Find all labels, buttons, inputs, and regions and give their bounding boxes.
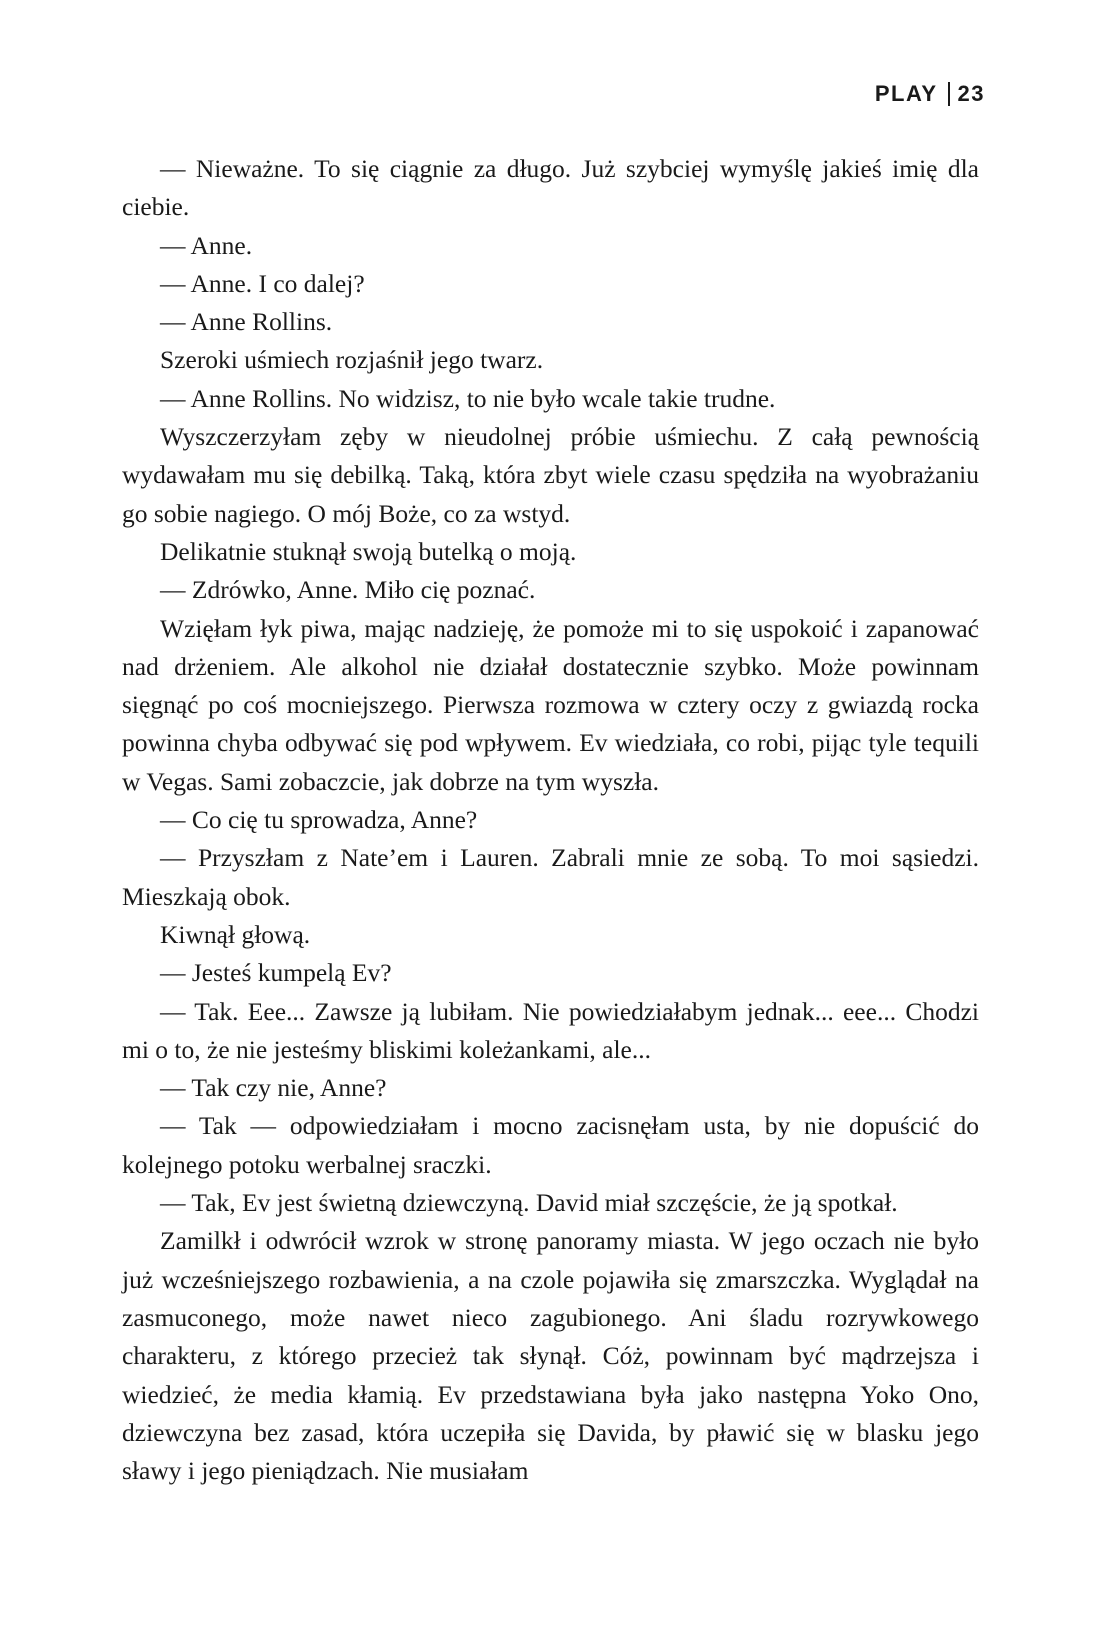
- book-title: PLAY: [874, 81, 938, 106]
- paragraph: — Przyszłam z Nate’em i Lauren. Zabrali mnie ze sobą. To moi sąsiedzi. Mieszkają obok.: [122, 843, 979, 911]
- paragraph: Wyszczerzyłam zęby w nieudolnej próbie uśmiechu. Z całą pewnością wydawałam mu się debilką. Taką, która zbyt wiele czasu spędziła na wyobrażaniu go sobie nagiego. O mój Boże, co za wstyd.: [122, 422, 979, 528]
- header-divider: [948, 82, 950, 106]
- page-number: 23: [957, 81, 985, 106]
- paragraph: Kiwnął głową.: [160, 919, 311, 949]
- paragraph: Wzięłam łyk piwa, mając nadzieję, że pomoże mi to się uspokoić i zapanować nad drżeniem. Ale alkohol nie działał dostatecznie szybko. Może powinnam sięgnąć po coś mocniejszego. Pierwsza rozmowa w cztery oczy z gwiazdą rocka powinna chyba odbywać się pod wpływem. Ev wiedziała, co robi, pijąc tyle tequili w Vegas. Sami zobaczcie, jak dobrze na tym wyszła.: [122, 613, 979, 796]
- paragraph: — Anne Rollins.: [160, 307, 333, 337]
- paragraph: Zamilkł i odwrócił wzrok w stronę panoramy miasta. W jego oczach nie było już wcześniejszego rozbawienia, a na czole pojawiła się zmarszczka. Wyglądał na zasmuconego, może nawet nieco zagubionego. Ani śladu rozrywkowego charakteru, z którego przecież tak słynął. Cóż, powinnam być mądrzejsza i wiedzieć, że media kłamią. Ev przedstawiana była jako następna Yoko Ono, dziewczyna bez zasad, która uczepiła się Davida, by pławić się w blasku jego sławy i jego pieniądzach. Nie musiałam: [122, 1226, 979, 1486]
- paragraph: — Nieważne. To się ciągnie za długo. Już szybciej wymyślę jakieś imię dla ciebie.: [122, 154, 979, 222]
- paragraph: — Tak. Eee... Zawsze ją lubiłam. Nie powiedziałabym jednak... eee... Chodzi mi o to, że nie jesteśmy bliskimi koleżankami, ale...: [122, 996, 979, 1064]
- body-text: [122, 150, 979, 1490]
- paragraph: — Co cię tu sprowadza, Anne?: [160, 805, 478, 835]
- paragraph: — Tak — odpowiedziałam i mocno zacisnęłam usta, by nie dopuścić do kolejnego potoku werbalnej sraczki.: [122, 1111, 979, 1179]
- running-header: [875, 81, 985, 107]
- paragraph: — Anne.: [160, 230, 253, 260]
- paragraph: — Jesteś kumpelą Ev?: [160, 958, 392, 988]
- paragraph: Szeroki uśmiech rozjaśnił jego twarz.: [160, 345, 544, 375]
- paragraph: — Anne Rollins. No widzisz, to nie było wcale takie trudne.: [160, 383, 776, 413]
- paragraph: — Zdrówko, Anne. Miło cię poznać.: [160, 575, 536, 605]
- paragraph: — Tak czy nie, Anne?: [160, 1073, 387, 1103]
- paragraph: Delikatnie stuknął swoją butelką o moją.: [160, 536, 577, 566]
- paragraph: — Tak, Ev jest świetną dziewczyną. David miał szczęście, że ją spotkał.: [160, 1188, 898, 1218]
- paragraph: — Anne. I co dalej?: [160, 268, 365, 298]
